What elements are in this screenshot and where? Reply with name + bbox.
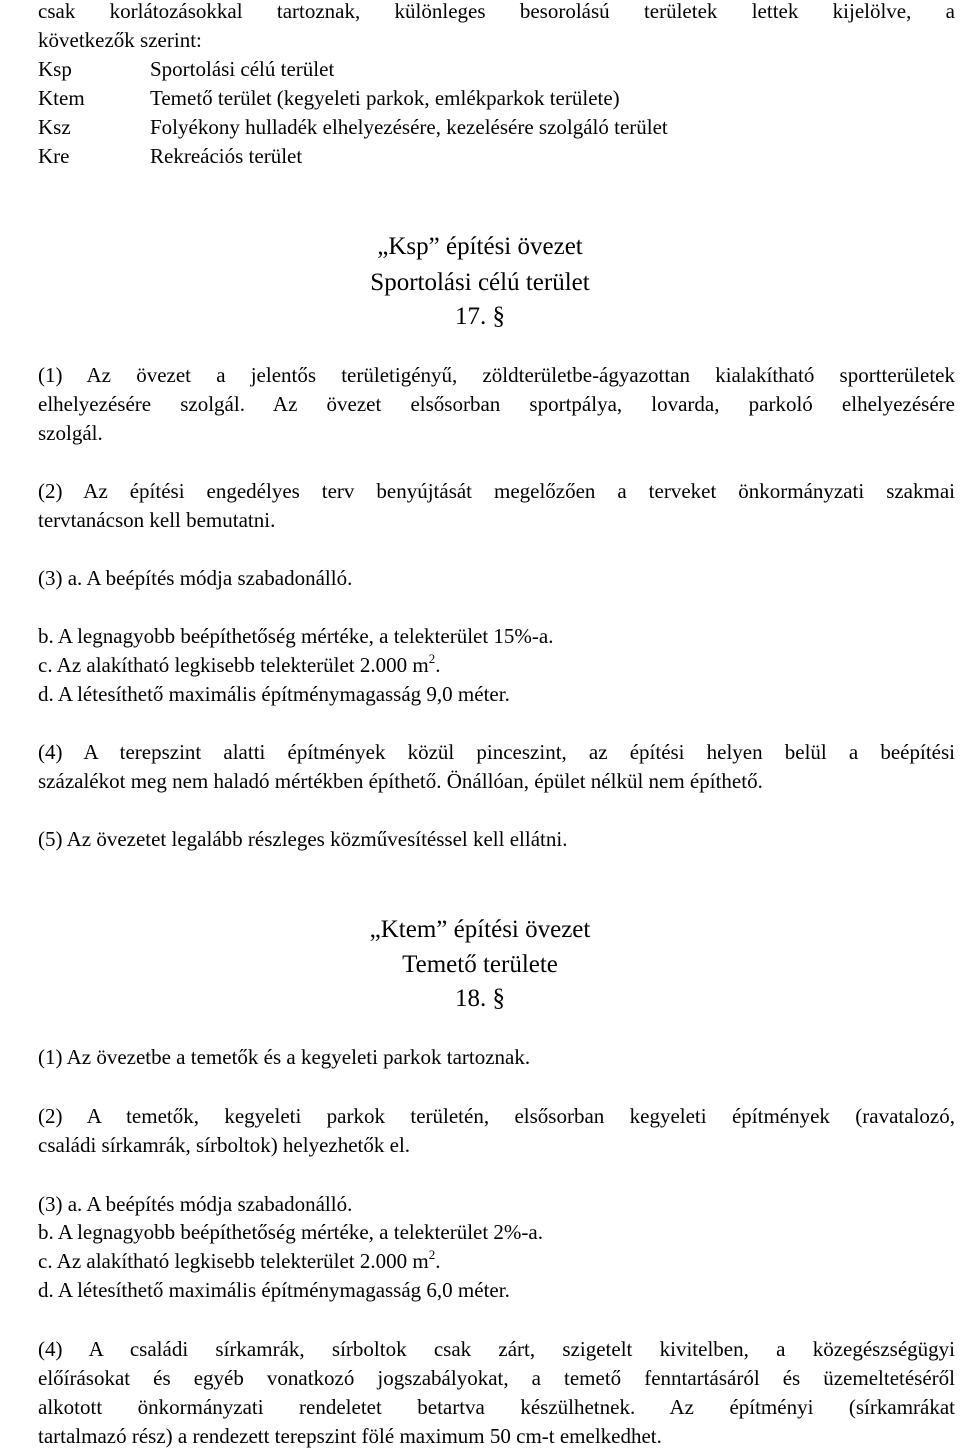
section-18-subtitle: Temető területe	[402, 951, 558, 978]
s17-para-3a: (3) a. A beépítés módja szabadonálló.	[38, 566, 353, 590]
s18-para-2-line: családi sírkamrák, sírboltok) helyezhetők el.	[38, 1133, 411, 1157]
section-17-subtitle: Sportolási célú terület	[370, 269, 590, 296]
intro-line-2: következők szerint:	[38, 28, 202, 52]
section-18-title: „Ktem” építési övezet	[369, 916, 591, 943]
s17-para-2-line: (2) Az építési engedélyes terv benyújtását megelőzően a terveket önkormányzati szakmai	[38, 479, 955, 503]
s18-para-1: (1) Az övezetbe a temetők és a kegyeleti parkok tartoznak.	[38, 1045, 531, 1069]
intro-line-1: csak korlátozásokkal tartoznak, különleges besorolású területek lettek kijelölve, a	[38, 0, 955, 23]
s17-para-5: (5) Az övezetet legalább részleges közművesítéssel kell ellátni.	[38, 827, 568, 851]
s17-para-4-line: százalékot meg nem haladó mértékben építhető. Önállóan, épület nélkül nem építhető.	[38, 769, 763, 793]
s18-para-3c: c. Az alakítható legkisebb telekterület 2.000 $m^2$.	[38, 1247, 441, 1273]
zone-desc: Folyékony hulladék elhelyezésére, kezelésére szolgáló terület	[150, 115, 668, 139]
section-18-number: 18. §	[455, 985, 505, 1012]
zone-desc: Rekreációs terület	[150, 144, 303, 168]
zone-code: Ktem	[38, 86, 85, 110]
s18-para-4-line: alkotott önkormányzati rendeletet betartva készülhetnek. Az építményi (sírkamrákat	[38, 1395, 955, 1419]
s18-para-4-line: előírásokat és egyéb vonatkozó jogszabályokat, a temető fenntartásáról és üzemeltetéséről	[38, 1366, 955, 1390]
s17-para-1-line: szolgál.	[38, 421, 103, 445]
s17-para-3c: c. Az alakítható legkisebb telekterület 2.000 $m^2$.	[38, 651, 441, 677]
zone-code: Ksz	[38, 115, 71, 139]
section-17-number: 17. §	[455, 303, 505, 330]
superscript: 2	[428, 1247, 436, 1262]
s18-para-4-line: (4) A családi sírkamrák, sírboltok csak zárt, szigetelt kivitelben, a közegészségügyi	[38, 1337, 955, 1361]
s17-para-1-line: elhelyezésére szolgál. Az övezet elsősorban sportpálya, lovarda, parkoló elhelyezésére	[38, 392, 955, 416]
s18-para-2-line: (2) A temetők, kegyeleti parkok területén, elsősorban kegyeleti építmények (ravatalozó,	[38, 1104, 955, 1128]
s17-para-3b: b. A legnagyobb beépíthetőség mértéke, a telekterület 15%-a.	[38, 624, 554, 648]
s17-para-3d: d. A létesíthető maximális építménymagasság 9,0 méter.	[38, 682, 510, 706]
s18-para-3a: (3) a. A beépítés módja szabadonálló.	[38, 1192, 353, 1216]
s17-para-1-line: (1) Az övezet a jelentős területigényű, zöldterületbe-ágyazottan kialakítható sportterületek	[38, 363, 955, 387]
zone-desc: Sportolási célú terület	[150, 57, 335, 81]
s17-para-4-line: (4) A terepszint alatti építmények közül pinceszint, az építési helyen belül a beépítési	[38, 740, 955, 764]
zone-code: Kre	[38, 144, 70, 168]
s18-para-4-line: tartalmazó rész) a rendezett terepszint fölé maximum 50 cm-t emelkedhet.	[38, 1424, 662, 1448]
section-17-title: „Ksp” építési övezet	[377, 233, 583, 260]
zone-desc: Temető terület (kegyeleti parkok, emlékparkok területe)	[150, 86, 620, 110]
superscript: 2	[428, 651, 436, 666]
s18-para-3d: d. A létesíthető maximális építménymagasság 6,0 méter.	[38, 1278, 510, 1302]
zone-code: Ksp	[38, 57, 72, 81]
s18-para-3b: b. A legnagyobb beépíthetőség mértéke, a telekterület 2%-a.	[38, 1220, 543, 1244]
s17-para-2-line: tervtanácson kell bemutatni.	[38, 508, 276, 532]
